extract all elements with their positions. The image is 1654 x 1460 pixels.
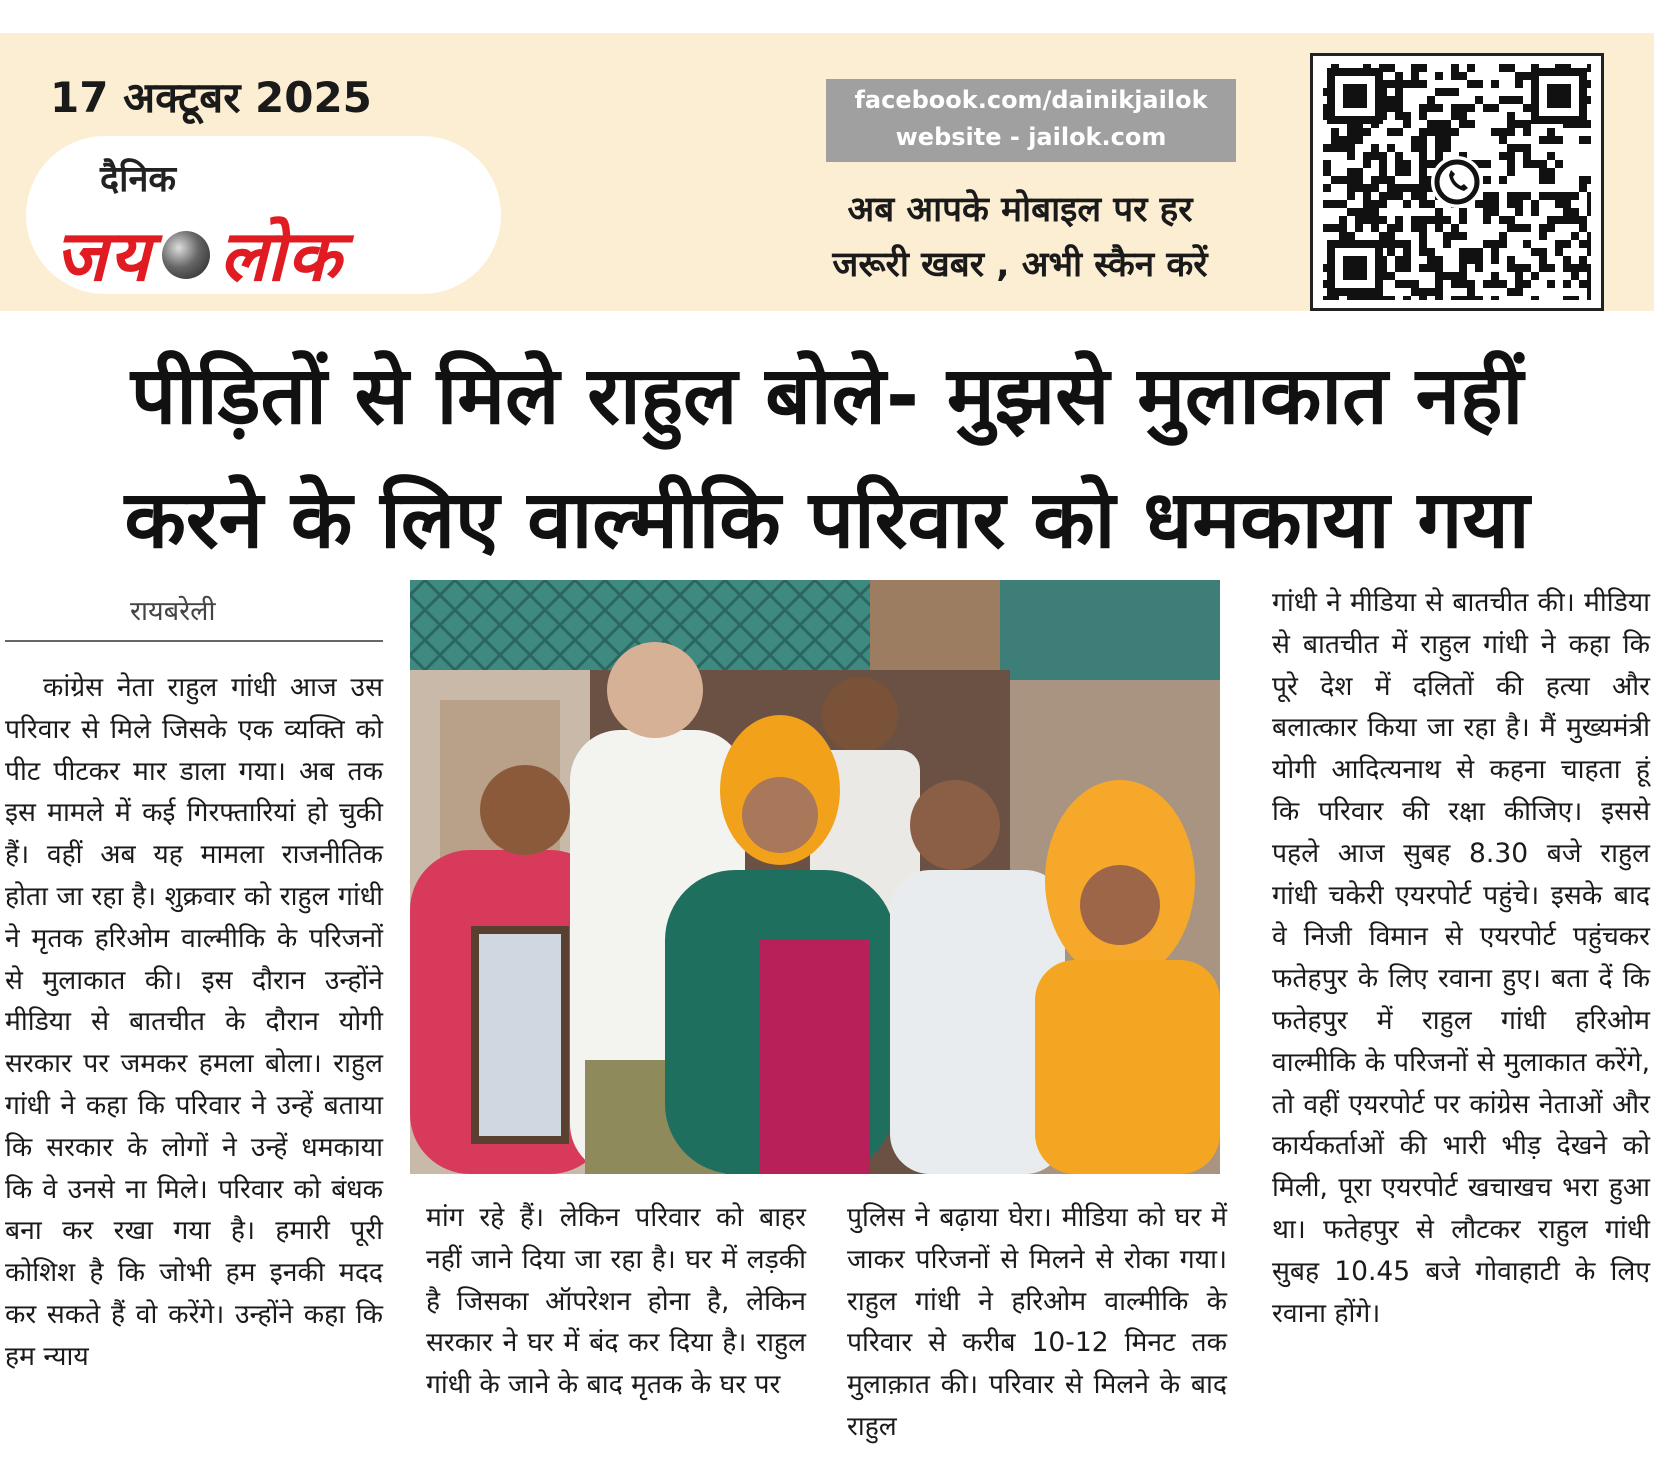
website-link[interactable]: website - jailok.com [895,123,1167,151]
article-column-3: पुलिस ने बढ़ाया घेरा। मीडिया को घर में जाकर परिजनों से मिलने से रोका गया। राहुल गांधी ने हरिओम वाल्मीकि के परिवार से करीब 10-12 मिनट तक मुलाक़ात की। परिवार से मिलने के बाद राहुल [847,1202,1227,1442]
article-column-1: कांग्रेस नेता राहुल गांधी आज उस परिवार से मिले जिसके एक व्यक्ति को पीट पीटकर मार डाला गया। अब तक इस मामले में कई गिरफ्तारियां हो चुकी हैं। वहीं अब यह मामला राजनीतिक होता जा रहा है। शुक्रवार को राहुल गांधी ने मृतक हरिओम वाल्मीकि के परिजनों से मुलाकात की। इस दौरान उन्होंने मीडिया से बातचीत के दौरान योगी सरकार पर जमकर हमला बोला। राहुल गांधी ने कहा कि परिवार ने उन्हें बताया कि सरकार के लोगों ने उन्हें धमकाया कि वे उनसे ना मिले। परिवार को बंधक बना कर रखा गया है। हमारी पूरी कोशिश है कि जोभी हम इनकी मदद कर सकते हैं वो करेंगे। उन्होंने कहा कि हम न्याय [5,672,383,1372]
headline-line-2: करने के लिए वाल्मीकि परिवार को धमकाया गया [124,473,1530,566]
article-column-4: गांधी ने मीडिया से बातचीत की। मीडिया से बातचीत में राहुल गांधी ने कहा कि पूरे देश में दलितों की हत्या और बलात्कार किया जा रहा है। मैं मुख्यमंत्री योगी आदित्यनाथ से कहना चाहता हूं कि परिवार की रक्षा कीजिए। इससे पहले आज सुबह 8.30 बजे राहुल गांधी चकेरी एयरपोर्ट पहुंचे। इसके बाद वे निजी विमान से एयरपोर्ट पहुंचकर फतेहपुर के लिए रवाना हुए। बता दें कि फतेहपुर में राहुल गांधी हरिओम वाल्मीकि के परिजनों से मुलाकात करेंगे, तो वहीं एयरपोर्ट पर कांग्रेस नेताओं और कार्यकर्ताओं की भारी भीड़ देखने को मिली, पूरा एयरपोर्ट खचाखच भरा हुआ था। फतेहपुर से लौटकर राहुल गांधी सुबह 10.45 बजे गोवाहाटी के लिए रवाना होंगे। [1272,587,1650,1329]
headline [0,334,1654,582]
logo-wordmark [55,205,343,301]
scan-promo-text [800,183,1240,293]
facebook-link[interactable]: facebook.com/dainikjailok [854,86,1208,114]
article-column-2: मांग रहे हैं। लेकिन परिवार को बाहर नहीं जाने दिया जा रहा है। घर में लड़की है जिसका ऑपरेशन होना है, लेकिन सरकार ने घर में बंद कर दिया है। राहुल गांधी के जाने के बाद मृतक के घर पर [426,1202,806,1401]
photo-illustration [410,580,1220,1174]
headline-line-1: पीड़ितों से मिले राहुल बोले- मुझसे मुलाकात नहीं [130,349,1524,442]
social-links-box [826,79,1236,162]
logo-word-2: लोक [219,215,343,297]
promo-line-1: अब आपके मोबाइल पर हर [847,190,1193,230]
divider [5,640,383,642]
logo-subtitle: दैनिक [100,159,177,200]
globe-icon [162,231,210,279]
issue-date: 17 अक्टूबर 2025 [50,73,372,122]
qr-code[interactable] [1310,53,1604,311]
news-photo [410,580,1220,1174]
promo-line-2: जरूरी खबर , अभी स्कैन करें [832,245,1208,285]
logo-word-1: जय [55,215,152,297]
dateline: रायबरेली [130,596,216,627]
qr-code-icon [1323,64,1591,300]
